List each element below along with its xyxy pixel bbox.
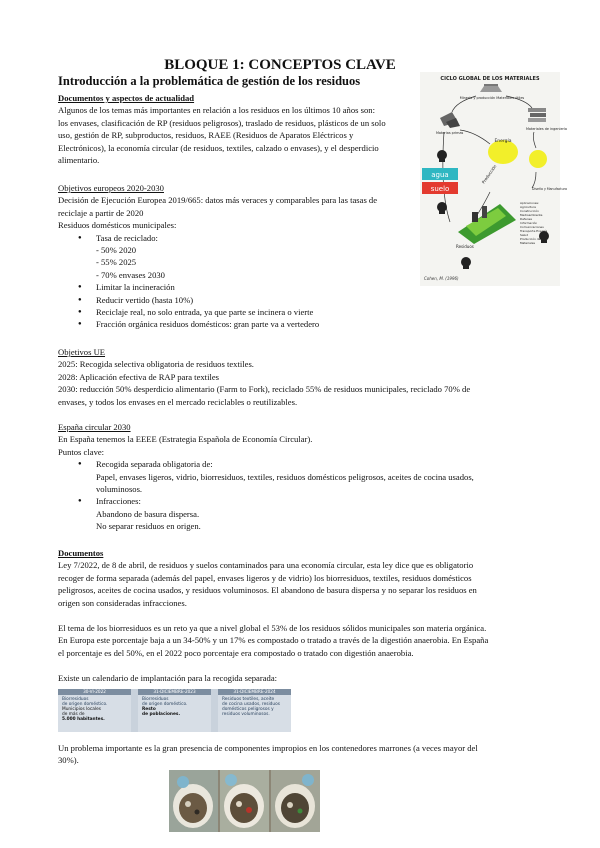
calendario-date: 31-DICIEMBRE-2024: [218, 689, 291, 695]
figure-label: suelo: [430, 185, 450, 193]
list-item: ● Reciclaje real, no solo entrada, ya que parte se incinera o vierte: [58, 306, 418, 318]
figure-use: Información: [520, 221, 538, 225]
paragraph-line: Un problema importante es la gran presencia de componentes impropios en los contenedores marrones (a veces mayor del: [58, 743, 478, 753]
objetivos-ue-heading: Objetivos UE: [58, 347, 106, 357]
section-title: Introducción a la problemática de gestión de los residuos: [58, 74, 361, 88]
paragraph-line: recoger de forma separada (además del papel, envases ligeros y de vidrio) los biorresiduos, textiles, residuos domésticos: [58, 572, 472, 583]
paragraph-line: Ley 7/2022, de 8 de abril, de residuos y suelos contaminados para una economía circular, esta ley dice que es obligatorio: [58, 560, 474, 571]
documentos-section: [58, 547, 568, 609]
paragraph-line: El tema de los biorresiduos es un reto ya que a nivel global el 53% de los residuos sólidos municipales son materia orgánica.: [58, 623, 487, 633]
calendario-text: 5.000 habitantes.: [62, 717, 105, 723]
paragraph-line: Algunos de los temas más importantes en relación a los residuos en los últimos 10 años son:: [58, 105, 375, 116]
paragraph-line: 2025: Recogida selectiva obligatoria de residuos textiles.: [58, 359, 254, 370]
figure-title: CICLO GLOBAL DE LOS MATERIALES: [440, 76, 540, 82]
objetivos-europeos-section: [58, 182, 418, 331]
list-item: ● Limitar la incineración: [58, 281, 418, 293]
calendario-text: domésticos peligrosos y: [222, 707, 274, 713]
paragraph-line: 30%).: [58, 755, 79, 766]
figure-use: Agricultura: [520, 205, 536, 209]
paragraph-line: alimentario.: [58, 155, 100, 166]
list-item: ● Infracciones:: [58, 495, 568, 507]
calendario-text: de cocina usados, residuos: [222, 702, 280, 708]
paragraph-line: el porcentaje es del 50%, en el 2022 poco porcentaje era compostado o tratado con digestión anaerobia.: [58, 647, 414, 658]
calendario-text: Residuos textiles, aceite: [222, 697, 275, 702]
figure-use: Salud: [520, 233, 529, 237]
calendario-text: residuos voluminosos.: [222, 712, 270, 718]
figure-use: Medioambiente: [520, 213, 543, 217]
figure-use: Transporte Energía: [520, 229, 548, 233]
paragraph-line: Electrónicos), la economía circular (de residuos, textiles, calzado o envases), y el desperdicio: [58, 142, 379, 153]
docs-actualidad-section: [58, 92, 418, 166]
espana-circular-heading: España circular 2030: [58, 422, 131, 432]
tasa-item: - 55% 2025: [96, 257, 137, 268]
engineering-materials-icon: [528, 108, 546, 122]
ciclo-materiales-figure: [420, 72, 567, 286]
tasa-item: - 70% envases 2030: [96, 269, 165, 280]
figure-use: Construcción: [520, 209, 539, 213]
paragraph-line: Decisión de Ejecución Europea 2019/665: datos más veraces y comparables para las tasas de: [58, 195, 378, 206]
photo-panel: [169, 770, 218, 832]
energy-circle: [529, 150, 547, 168]
figure-label: Energía: [494, 139, 512, 144]
figure-label: agua: [431, 171, 449, 179]
calendario-banner: [58, 689, 291, 732]
biorresiduos-section: [58, 622, 568, 659]
paragraph-line: En España tenemos la EEEE (Estrategia Española de Economía Circular).: [58, 434, 313, 445]
figure-label: Minería y producción Materiales útiles: [459, 96, 525, 100]
list-item: ● Fracción orgánica residuos domésticos: gran parte va a vertedero: [58, 318, 418, 330]
calendario-date: 31-DICIEMBRE-2023: [138, 689, 211, 695]
paragraph-line: 2030: reducción 50% desperdicio alimentario (Farm to Fork), reciclado 55% de residuos municipales, reciclado 70% de: [58, 384, 471, 395]
paragraph-line: reciclaje a partir de 2020: [58, 207, 144, 218]
calendario-text: de origen doméstico.: [142, 702, 188, 708]
calendario-column: [138, 689, 211, 732]
contenedores-photo: [169, 770, 320, 832]
figure-use: Comunicaciones: [520, 225, 544, 229]
list-item-detail: voluminosos.: [96, 484, 143, 495]
figure-use: Aplicaciones:: [520, 201, 540, 205]
paragraph-line: los envases, clasificación de RP (residuos peligrosos), traslado de residuos, plásticos de un solo: [58, 117, 386, 128]
calendario-text: de poblaciones.: [142, 712, 181, 718]
calendario-text: de origen doméstico.: [62, 702, 108, 708]
page-title: BLOQUE 1: CONCEPTOS CLAVE: [164, 57, 396, 73]
paragraph-line: En Europa este porcentaje baja a un 34-50% y un 17% es compostado o tratado a través de la digestión anaerobia. En España: [58, 635, 489, 646]
tasa-item: - 50% 2020: [96, 245, 137, 256]
paragraph-line: 2028: Aplicación efectiva de RAP para textiles: [58, 371, 220, 382]
calendario-intro: Existe un calendario de implantación para la recogida separada:: [58, 673, 278, 683]
figure-label: Producción: [480, 163, 498, 185]
objetivos-ue-section: [58, 346, 568, 408]
calendario-text: Biorresiduos: [62, 697, 89, 702]
list-item: ● Reducir vertido (hasta 10%): [58, 294, 418, 306]
list-item: ● Recogida separada obligatoria de:: [58, 458, 568, 470]
calendario-text: de más de: [62, 712, 85, 718]
paragraph-line: Residuos domésticos municipales:: [58, 220, 177, 231]
calendario-text: Municipios locales: [62, 707, 101, 713]
figure-use: Defensa: [520, 217, 532, 221]
calendario-column: [218, 689, 291, 732]
calendario-column: [58, 689, 131, 732]
docs-actualidad-heading: Documentos y aspectos de actualidad: [58, 93, 195, 103]
espana-circular-section: [58, 421, 568, 533]
list-item: [58, 232, 418, 282]
problema-section: [58, 742, 568, 767]
calendario-text: Resto: [142, 707, 156, 713]
figure-label: Materias primas: [436, 131, 464, 135]
figure-label: Materiales de ingeniería: [526, 127, 567, 131]
figure-use: Materiales: [520, 241, 536, 245]
figure-label: Residuos: [456, 244, 474, 249]
paragraph-line: Puntos clave:: [58, 446, 105, 457]
photo-panel: [271, 770, 320, 832]
paragraph-line: uso, gestión de RP, subproductos, residuos, RAEE (Residuos de Aparatos Eléctricos y: [58, 130, 354, 141]
calendario-date: 30-VI-2022: [58, 689, 131, 695]
photo-panel: [220, 770, 269, 832]
figure-label: Diseño y Manufactura: [532, 187, 567, 191]
paragraph-line: peligrosos, aceites de cocina usados, y residuos voluminosos. El abandono de basura dispersa y no separar los residuos en: [58, 585, 477, 596]
documentos-heading: Documentos: [58, 548, 104, 558]
paragraph-line: origen son consideradas infracciones.: [58, 597, 187, 608]
calendario-text: Biorresiduos: [142, 697, 169, 702]
list-item-text: Tasa de reciclado:: [96, 232, 158, 243]
objetivos-europeos-heading: Objetivos europeos 2020-2030: [58, 183, 164, 193]
figure-use: Producción de: [520, 237, 541, 241]
figure-credit: Cohen, M. (1996): [424, 276, 459, 281]
list-item-detail: No separar residuos en origen.: [96, 521, 201, 532]
paragraph-line: envases, y todos los envases en el mercado reciclables o reutilizables.: [58, 396, 298, 407]
list-item-detail: Papel, envases ligeros, vidrio, biorresiduos, textiles, residuos domésticos peligrosos, aceites de cocina usados,: [96, 471, 474, 482]
list-item-detail: Abandono de basura dispersa.: [96, 508, 200, 519]
